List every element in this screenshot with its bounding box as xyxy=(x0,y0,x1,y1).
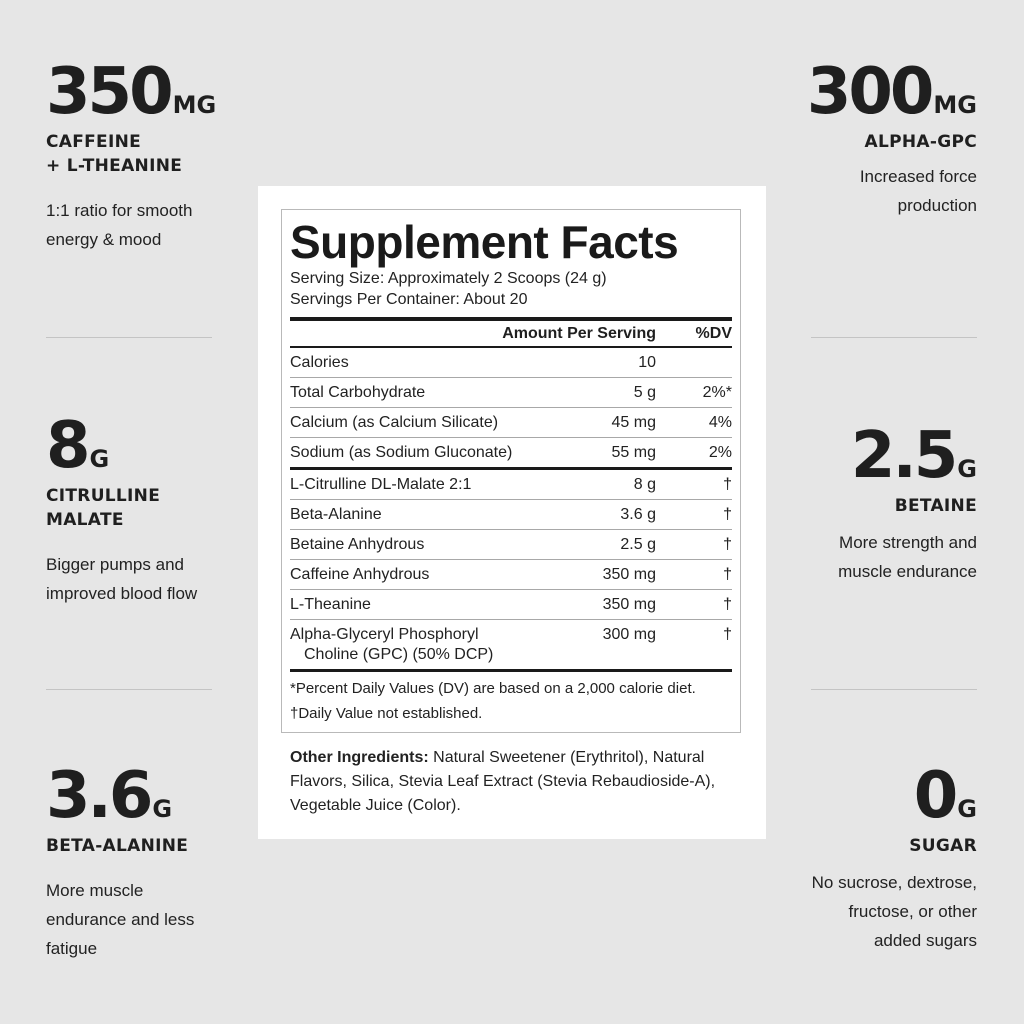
row-name-line1: Alpha-Glyceryl Phosphoryl xyxy=(290,626,479,643)
row-dv: † xyxy=(723,536,732,553)
table-row xyxy=(290,408,732,438)
table-row xyxy=(290,590,732,620)
row-amount: 55 mg xyxy=(611,444,656,461)
row-dv: 4% xyxy=(708,414,732,431)
row-name xyxy=(290,625,536,665)
row-dv: 2%* xyxy=(702,384,732,401)
facts-title: Supplement Facts xyxy=(290,216,679,268)
row-dv: † xyxy=(723,596,732,613)
row-amount: 350 mg xyxy=(602,596,656,613)
row-amount: 3.6 g xyxy=(620,506,656,523)
stat-desc: No sucrose, dextrose, fructose, or other added sugars xyxy=(811,873,977,950)
stat-value: 350MG xyxy=(46,55,217,129)
stat-name: BETA-ALANINE xyxy=(46,836,189,856)
table-row xyxy=(290,438,732,470)
row-name: Calories xyxy=(290,354,349,371)
supplement-facts-panel xyxy=(281,209,741,733)
table-row xyxy=(290,530,732,560)
stat-name: CAFFEINE + L-THEANINE xyxy=(46,132,183,176)
stat-name: ALPHA-GPC xyxy=(864,132,977,152)
row-name: L-Citrulline DL-Malate 2:1 xyxy=(290,476,472,493)
divider xyxy=(811,689,977,690)
row-amount: 8 g xyxy=(633,476,656,493)
stat-value: 2.5G xyxy=(850,419,977,493)
stat-desc: More muscle endurance and less fatigue xyxy=(46,881,195,958)
divider xyxy=(46,689,212,690)
row-name: L-Theanine xyxy=(290,596,371,613)
stat-value: 300MG xyxy=(806,55,977,129)
table-row xyxy=(290,560,732,590)
table-row xyxy=(290,470,732,500)
stat-desc: More strength and muscle endurance xyxy=(838,533,977,581)
stat-name: BETAINE xyxy=(894,496,977,516)
row-dv xyxy=(656,353,732,373)
other-ingredients-label: Other Ingredients: xyxy=(290,749,429,766)
row-dv: 2% xyxy=(708,444,732,461)
stat-desc: Increased force production xyxy=(859,167,977,215)
row-dv: † xyxy=(723,506,732,523)
stat-name: SUGAR xyxy=(909,836,977,856)
divider xyxy=(811,337,977,338)
table-row xyxy=(290,500,732,530)
stat-value: 0G xyxy=(913,759,977,833)
other-ingredients xyxy=(290,746,730,818)
row-dv: † xyxy=(723,626,732,643)
row-dv: † xyxy=(723,566,732,583)
row-amount: 10 xyxy=(638,354,656,371)
stat-desc: Bigger pumps and improved blood flow xyxy=(46,555,198,603)
row-amount: 350 mg xyxy=(602,566,656,583)
servings-per-container: Servings Per Container: About 20 xyxy=(290,291,528,308)
row-dv: † xyxy=(723,476,732,493)
row-amount: 2.5 g xyxy=(620,536,656,553)
table-row xyxy=(290,620,732,672)
row-amount: 300 mg xyxy=(602,626,656,643)
col-amount-header: Amount Per Serving xyxy=(502,324,656,342)
facts-table-header xyxy=(290,321,732,348)
stat-desc: 1:1 ratio for smooth energy & mood xyxy=(46,201,193,249)
divider xyxy=(46,337,212,338)
row-name: Caffeine Anhydrous xyxy=(290,566,430,583)
stat-value: 3.6G xyxy=(46,759,173,833)
row-name: Calcium (as Calcium Silicate) xyxy=(290,414,499,431)
row-amount: 45 mg xyxy=(611,414,656,431)
footnote-dv: *Percent Daily Values (DV) are based on a 2,000 calorie diet. xyxy=(290,680,696,697)
table-row xyxy=(290,348,732,378)
other-ingredients-text: Natural Sweetener (Erythritol), Natural Flavors, Silica, Stevia Leaf Extract (Stevia Rebaudioside-A), Vegetable Juice (Color). xyxy=(290,749,716,814)
row-name: Total Carbohydrate xyxy=(290,384,426,401)
serving-size: Serving Size: Approximately 2 Scoops (24 g) xyxy=(290,270,607,287)
supplement-label xyxy=(258,186,766,839)
row-amount: 5 g xyxy=(633,384,656,401)
stat-value: 8G xyxy=(46,409,110,483)
row-name: Betaine Anhydrous xyxy=(290,536,425,553)
stat-name: CITRULLINE MALATE xyxy=(46,486,161,530)
table-row xyxy=(290,378,732,408)
col-dv-header: %DV xyxy=(695,324,732,342)
row-name-line2: Choline (GPC) (50% DCP) xyxy=(304,646,494,663)
row-name: Sodium (as Sodium Gluconate) xyxy=(290,444,513,461)
footnote-dagger: †Daily Value not established. xyxy=(290,705,483,722)
row-name: Beta-Alanine xyxy=(290,506,382,523)
